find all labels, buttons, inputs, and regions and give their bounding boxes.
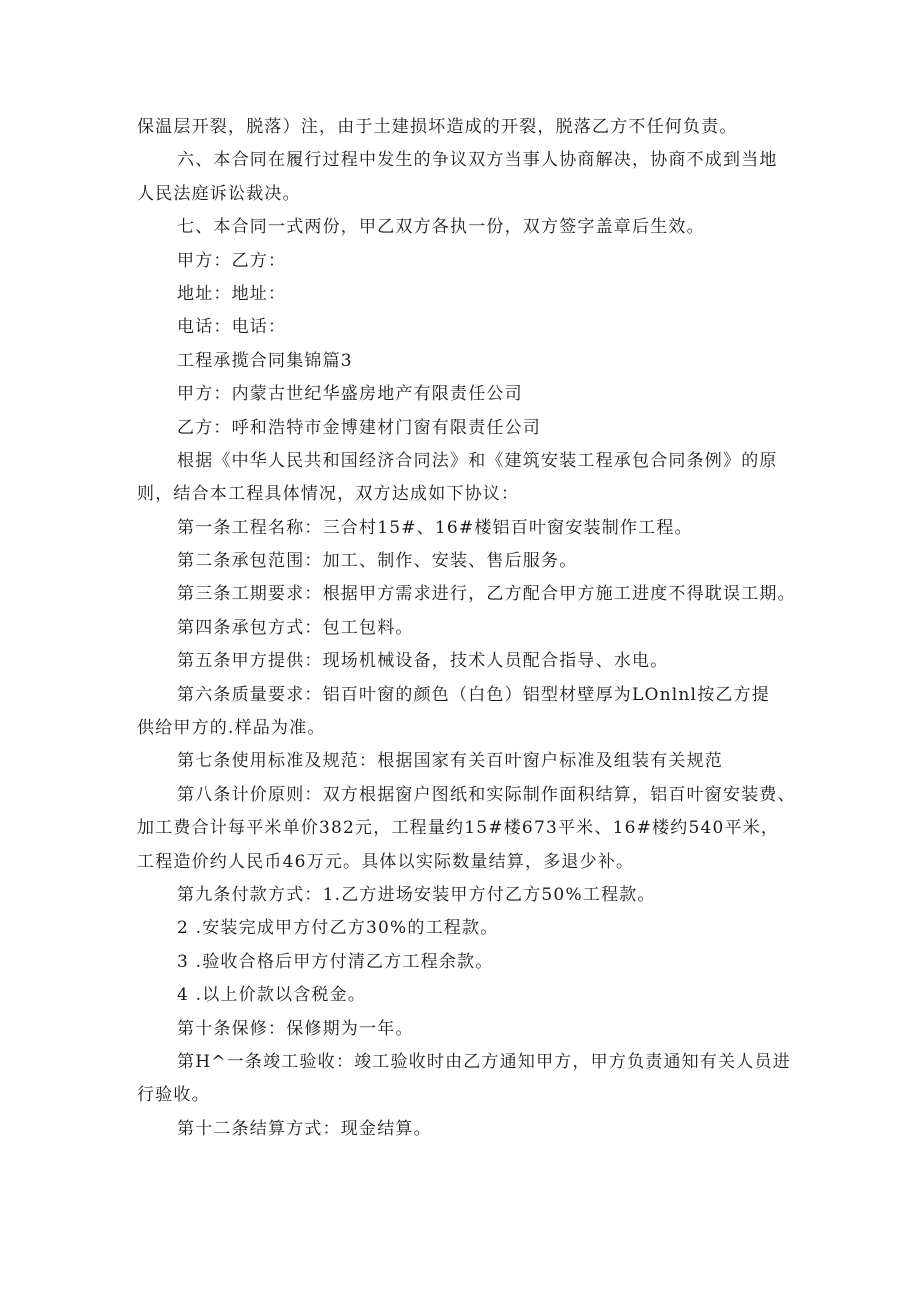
paragraph-line: 第H^一条竣工验收：竣工验收时由乙方通知甲方，甲方负责通知有关人员进 xyxy=(177,1051,791,1072)
paragraph-line: 第八条计价原则：双方根据窗户图纸和实际制作面积结算，铝百叶窗安装费、 xyxy=(177,784,796,805)
paragraph-line: 甲方：内蒙古世纪华盛房地产有限责任公司 xyxy=(177,384,523,405)
paragraph-line: 地址：地址： xyxy=(177,283,287,304)
paragraph-line: 七、本合同一式两份，甲乙双方各执一份，双方签字盖章后生效。 xyxy=(177,217,705,238)
paragraph-line: 第七条使用标准及规范：根据国家有关百叶窗户标准及组装有关规范 xyxy=(177,751,723,772)
paragraph-line: 供给甲方的.样品为准。 xyxy=(137,718,326,739)
paragraph-line: 六、本合同在履行过程中发生的争议双方当事人协商解决，协商不成到当地 xyxy=(177,150,778,171)
paragraph-line: 第二条承包范围：加工、制作、安装、售后服务。 xyxy=(177,551,578,572)
paragraph-line: 第六条质量要求：铝百叶窗的颜色（白色）铝型材壁厚为LOnlnl按乙方提 xyxy=(177,684,770,705)
paragraph-line: 第三条工期要求：根据甲方需求进行，乙方配合甲方施工进度不得耽误工期。 xyxy=(177,584,796,605)
paragraph-line: 4 .以上价款以含税金。 xyxy=(177,985,367,1006)
paragraph-line: 第四条承包方式：包工包料。 xyxy=(177,617,414,638)
paragraph-line: 第十条保修：保修期为一年。 xyxy=(177,1018,414,1039)
paragraph-line: 工程造价约人民币46万元。具体以实际数量结算，多退少补。 xyxy=(137,851,635,872)
paragraph-line: 根据《中华人民共和国经济合同法》和《建筑安装工程承包合同条例》的原 xyxy=(177,450,778,471)
paragraph-line: 3 .验收合格后甲方付清乙方工程余款。 xyxy=(177,951,494,972)
paragraph-line: 第一条工程名称：三合村15#、16#楼铝百叶窗安装制作工程。 xyxy=(177,517,693,538)
paragraph-line: 加工费合计每平米单价382元，工程量约15#楼673平米、16#楼约540平米， xyxy=(137,818,780,839)
document-body xyxy=(137,111,797,1146)
paragraph-line: 甲方：乙方： xyxy=(177,250,287,271)
paragraph-line: 则，结合本工程具体情况，双方达成如下协议： xyxy=(137,484,520,505)
paragraph-line: 第五条甲方提供：现场机械设备，技术人员配合指导、水电。 xyxy=(177,651,669,672)
paragraph-line: 保温层开裂，脱落）注，由于土建损坏造成的开裂，脱落乙方不任何负责。 xyxy=(137,117,738,137)
paragraph-line: 第九条付款方式：1.乙方进场安装甲方付乙方50%工程款。 xyxy=(177,884,656,905)
paragraph-line: 电话：电话： xyxy=(177,317,287,338)
paragraph-line: 工程承揽合同集锦篇3 xyxy=(177,350,353,371)
paragraph-line: 2 .安装完成甲方付乙方30%的工程款。 xyxy=(177,918,499,939)
paragraph-line: 行验收。 xyxy=(137,1085,210,1106)
paragraph-line: 人民法庭诉讼裁决。 xyxy=(137,183,301,204)
paragraph-line: 第十二条结算方式：现金结算。 xyxy=(177,1118,432,1139)
paragraph-line: 乙方：呼和浩特市金博建材门窗有限责任公司 xyxy=(177,417,541,438)
